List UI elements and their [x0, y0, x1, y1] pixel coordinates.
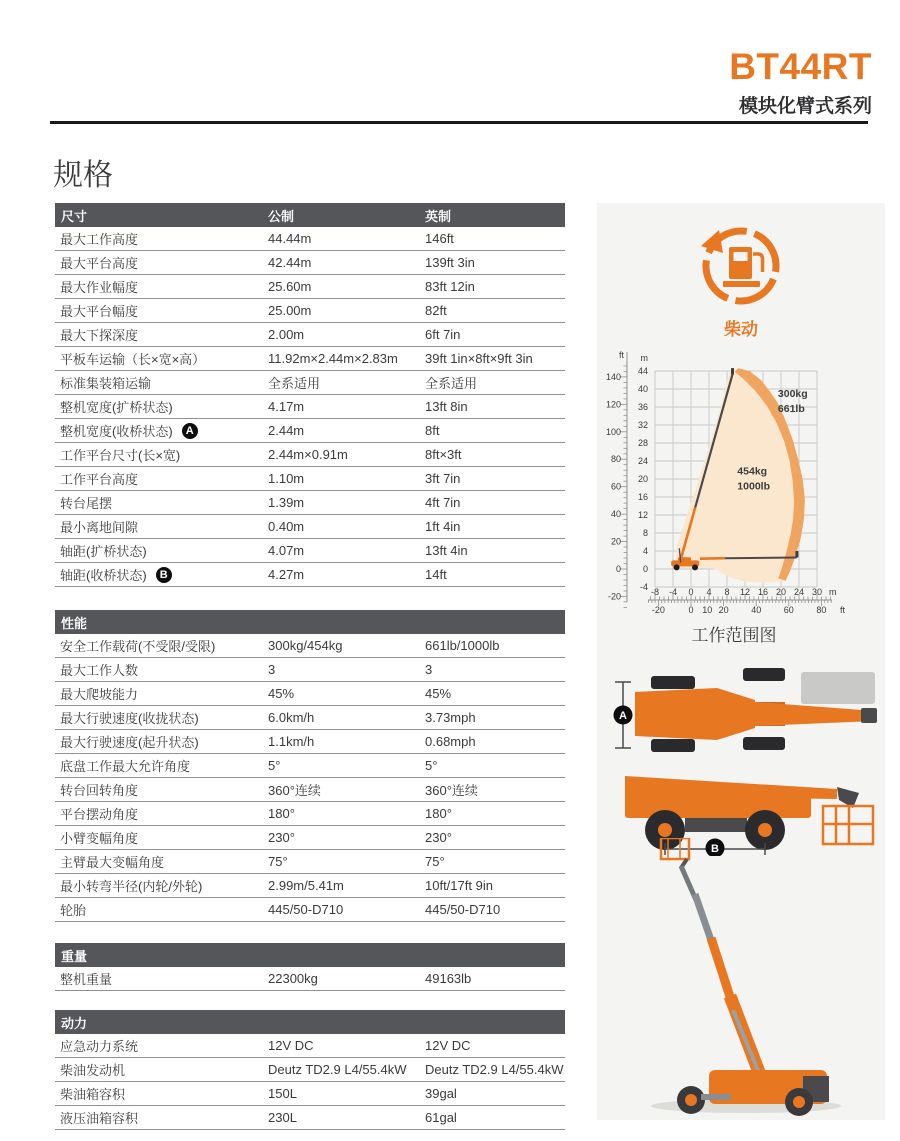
spec-table-weight: [55, 943, 565, 991]
boom-top-view: [755, 702, 875, 726]
table-title: 尺寸: [61, 208, 88, 224]
metric-value: 3: [268, 662, 276, 677]
svg-text:-8: -8: [650, 587, 660, 597]
metric-value: 11.92m×2.44m×2.83m: [268, 351, 398, 366]
table-row: [55, 1034, 565, 1058]
imperial-value: 12V DC: [425, 1038, 471, 1053]
svg-text:140: 140: [605, 371, 621, 382]
table-title: 动力: [61, 1015, 88, 1031]
diesel-power-label: 柴动: [724, 320, 758, 339]
model-title: BT44RT: [729, 46, 872, 87]
imperial-value: 360°连续: [425, 783, 478, 798]
row-label: 轴距(扩桥状态): [60, 544, 147, 559]
fuel-nozzle-icon: [753, 254, 763, 272]
table-row: [55, 539, 565, 563]
svg-text:16: 16: [637, 492, 648, 502]
svg-text:m: m: [640, 353, 648, 363]
table-row: [55, 443, 565, 467]
svg-text:20: 20: [610, 536, 621, 547]
metric-value: 2.99m/5.41m: [268, 878, 344, 893]
metric-value: 230°: [268, 830, 295, 845]
svg-text:300kg: 300kg: [777, 388, 808, 401]
row-label: 柴油发动机: [60, 1063, 126, 1078]
table-row: [55, 275, 565, 299]
imperial-value: 13ft 8in: [425, 399, 468, 414]
column-header-imperial: 英制: [425, 208, 452, 224]
table-row: [55, 634, 565, 658]
fuel-pump-body-icon: [729, 247, 752, 279]
svg-text:454kg: 454kg: [737, 465, 768, 478]
spec-table-performance: [55, 610, 565, 922]
imperial-value: 83ft 12in: [425, 279, 475, 294]
svg-text:8: 8: [724, 587, 730, 597]
table-row: [55, 874, 565, 898]
table-row: [55, 299, 565, 323]
row-label: 轮胎: [60, 903, 87, 918]
y-axis-ft: [606, 350, 627, 607]
metric-value: 45%: [268, 686, 295, 701]
metric-value: 44.44m: [268, 231, 312, 246]
metric-value: 0.40m: [268, 519, 305, 534]
metric-value: 全系适用: [268, 376, 321, 391]
svg-text:m: m: [829, 587, 837, 597]
basket: [661, 838, 689, 859]
table-row: [55, 730, 565, 754]
imperial-value: 3ft 7in: [425, 471, 461, 486]
svg-text:-4: -4: [639, 582, 648, 592]
table-row: [55, 826, 565, 850]
wheel-icon: [651, 676, 695, 689]
imperial-value: 13ft 4in: [425, 543, 468, 558]
row-label: 柴油箱容积: [60, 1087, 126, 1102]
table-row: [55, 395, 565, 419]
svg-text:661lb: 661lb: [777, 402, 805, 415]
svg-text:30: 30: [811, 587, 823, 597]
table-row: [55, 371, 565, 395]
metric-value: 2.44m: [268, 423, 305, 438]
marker-badge-a: A: [182, 423, 198, 439]
svg-text:20: 20: [718, 605, 729, 615]
svg-text:0: 0: [642, 564, 648, 574]
row-label: 最大工作人数: [60, 663, 139, 678]
imperial-value: 14ft: [425, 567, 447, 582]
table-header: [55, 610, 565, 634]
row-label: 最大作业幅度: [60, 280, 139, 295]
svg-text:40: 40: [637, 384, 648, 394]
svg-text:20: 20: [775, 587, 787, 597]
row-label: 最大行驶速度(起升状态): [60, 735, 199, 750]
imperial-value: 5°: [425, 758, 438, 773]
table-row: [55, 1082, 565, 1106]
row-label: 最大平台幅度: [60, 304, 139, 319]
table-row: [55, 251, 565, 275]
table-row: [55, 967, 565, 991]
spec-tables: [55, 203, 565, 1130]
wheel-icon: [743, 668, 785, 681]
boom-section: [711, 938, 733, 1006]
table-row: [55, 682, 565, 706]
column-header-metric: 公制: [268, 208, 295, 224]
table-row: [55, 850, 565, 874]
imperial-value: 1ft 4in: [425, 519, 461, 534]
boom-section: [695, 894, 713, 946]
table-row: [55, 1106, 565, 1130]
table-row: [55, 658, 565, 682]
row-label: 平板车运输（长×宽×高）: [60, 352, 206, 367]
metric-value: 1.1km/h: [268, 734, 315, 749]
series-subtitle: 模块化臂式系列: [738, 96, 872, 117]
svg-text:-20: -20: [607, 591, 621, 602]
table-row: [55, 1058, 565, 1082]
metric-value: 360°连续: [268, 783, 321, 798]
svg-text:-4: -4: [668, 587, 678, 597]
row-label: 最小转弯半径(内轮/外轮): [60, 879, 203, 894]
table-row: [55, 563, 565, 587]
imperial-value: 180°: [425, 806, 452, 821]
svg-text:80: 80: [610, 454, 621, 465]
metric-value: 4.07m: [268, 543, 305, 558]
table-row: [55, 323, 565, 347]
svg-text:4: 4: [706, 587, 712, 597]
imperial-value: 75°: [425, 854, 445, 869]
svg-text:0: 0: [688, 587, 694, 597]
row-label: 主臂最大变幅角度: [60, 855, 165, 870]
svg-text:16: 16: [757, 587, 769, 597]
row-label: 整机宽度(扩桥状态): [60, 400, 173, 415]
imperial-value: 3.73mph: [425, 710, 476, 725]
svg-text:1000lb: 1000lb: [737, 480, 771, 493]
imperial-value: 10ft/17ft 9in: [425, 878, 493, 893]
spec-table-dimensions: [55, 203, 565, 587]
svg-text:32: 32: [637, 420, 648, 430]
table-row: [55, 347, 565, 371]
metric-value: 445/50-D710: [268, 902, 344, 917]
table-row: [55, 467, 565, 491]
svg-text:12: 12: [637, 510, 648, 520]
svg-text:60: 60: [610, 481, 621, 492]
svg-text:60: 60: [783, 605, 794, 615]
metric-value: 300kg/454kg: [268, 638, 343, 653]
row-label: 整机宽度(收桥状态) A: [55, 421, 268, 440]
row-label: 最大平台高度: [60, 256, 139, 271]
machine-top-view-illustration: [605, 658, 877, 758]
table-row: [55, 491, 565, 515]
imperial-value: 445/50-D710: [425, 902, 501, 917]
machine-photo-extended: [611, 838, 871, 1120]
imperial-value: 49163lb: [425, 971, 472, 986]
metric-value: 180°: [268, 806, 295, 821]
imperial-value: 39gal: [425, 1086, 457, 1101]
metric-value: 150L: [268, 1086, 297, 1101]
row-label: 最大行驶速度(收拢状态): [60, 711, 199, 726]
platform-top-view: [801, 672, 875, 704]
table-header: [55, 203, 565, 227]
chassis-top-view: [635, 688, 755, 740]
imperial-value: 全系适用: [425, 376, 478, 391]
marker-badge-b: B: [156, 567, 172, 583]
table-row: [55, 802, 565, 826]
row-label: 最小离地间隙: [60, 520, 139, 535]
imperial-value: 45%: [425, 686, 452, 701]
svg-text:100: 100: [605, 426, 621, 437]
row-label: 底盘工作最大允许角度: [60, 759, 191, 774]
metric-value: Deutz TD2.9 L4/55.4kW: [268, 1062, 407, 1077]
imperial-value: 0.68mph: [425, 734, 476, 749]
page-title: 规格: [53, 159, 113, 192]
svg-text:ft: ft: [840, 605, 846, 615]
svg-text:-20: -20: [651, 605, 665, 615]
row-label: 轴距(收桥状态) B: [55, 565, 268, 584]
svg-text:40: 40: [751, 605, 762, 615]
row-label: 转台回转角度: [60, 783, 139, 798]
imperial-value: 146ft: [425, 231, 454, 246]
row-label: 转台尾摆: [60, 496, 113, 511]
metric-value: 75°: [268, 854, 288, 869]
imperial-value: 6ft 7in: [425, 327, 461, 342]
table-row: [55, 227, 565, 251]
imperial-value: 4ft 7in: [425, 495, 461, 510]
metric-value: 2.44m×0.91m: [268, 447, 348, 462]
metric-value: 12V DC: [268, 1038, 314, 1053]
metric-value: 42.44m: [268, 255, 312, 270]
working-range-chart: [600, 342, 885, 620]
svg-text:10: 10: [702, 605, 713, 615]
side-panel: [597, 203, 885, 1120]
metric-value: 1.39m: [268, 495, 305, 510]
row-label: 最大工作高度: [60, 232, 139, 247]
row-label: 最大爬坡能力: [60, 687, 139, 702]
svg-text:120: 120: [605, 399, 621, 410]
row-label: 工作平台尺寸(长×宽): [60, 448, 181, 463]
svg-text:80: 80: [816, 605, 827, 615]
imperial-value: 8ft: [425, 423, 440, 438]
row-label: 标准集装箱运输: [60, 376, 152, 391]
row-label: 小臂变幅角度: [60, 831, 139, 846]
table-row: [55, 898, 565, 922]
metric-value: 230L: [268, 1110, 297, 1125]
table-row: [55, 754, 565, 778]
row-label: 平台摆动角度: [60, 807, 139, 822]
row-label: 最大下探深度: [60, 328, 139, 343]
svg-text:40: 40: [610, 509, 621, 520]
marker-b-label: B: [711, 843, 719, 855]
metric-value: 25.60m: [268, 279, 312, 294]
imperial-value: Deutz TD2.9 L4/55.4kW: [425, 1062, 564, 1077]
table-row: [55, 419, 565, 443]
metric-value: 1.10m: [268, 471, 305, 486]
metric-value: 5°: [268, 758, 281, 773]
svg-text:0: 0: [615, 564, 621, 574]
svg-text:4: 4: [642, 546, 648, 556]
svg-text:12: 12: [739, 587, 751, 597]
x-axis-m: [651, 587, 837, 597]
row-label: 液压油箱容积: [60, 1111, 139, 1126]
imperial-value: 139ft 3in: [425, 255, 475, 270]
svg-text:24: 24: [637, 456, 648, 466]
imperial-value: 661lb/1000lb: [425, 638, 500, 653]
metric-value: 4.27m: [268, 567, 305, 582]
svg-text:0: 0: [688, 605, 694, 615]
y-axis-m: [638, 353, 648, 592]
metric-value: 2.00m: [268, 327, 305, 342]
imperial-value: 61gal: [425, 1110, 457, 1125]
metric-value: 6.0km/h: [268, 710, 315, 725]
imperial-value: 3: [425, 662, 433, 677]
table-title: 重量: [61, 948, 88, 964]
table-header: [55, 943, 565, 967]
table-row: [55, 778, 565, 802]
imperial-value: 39ft 1in×8ft×9ft 3in: [425, 351, 533, 366]
spec-table-power: [55, 1010, 565, 1130]
row-label: 安全工作载荷(不受限/受限): [60, 639, 216, 654]
table-title: 性能: [61, 615, 88, 631]
marker-a-label: A: [619, 710, 627, 722]
imperial-value: 230°: [425, 830, 452, 845]
metric-value: 25.00m: [268, 303, 312, 318]
metric-value: 4.17m: [268, 399, 305, 414]
diesel-power-icon: [698, 223, 784, 309]
x-axis-ft: [652, 605, 846, 615]
table-header: [55, 1010, 565, 1034]
metric-value: 22300kg: [268, 971, 318, 986]
row-label: 工作平台高度: [60, 472, 139, 487]
chart-caption: 工作范围图: [691, 626, 777, 645]
svg-text:20: 20: [637, 474, 648, 484]
imperial-value: 82ft: [425, 303, 447, 318]
svg-text:44: 44: [637, 366, 648, 376]
svg-text:28: 28: [637, 438, 648, 448]
row-label: 整机重量: [60, 972, 113, 987]
svg-text:36: 36: [637, 402, 648, 412]
header-divider: [50, 121, 868, 124]
svg-text:ft: ft: [618, 350, 624, 360]
svg-text:8: 8: [642, 528, 648, 538]
row-label: 应急动力系统: [60, 1039, 139, 1054]
table-row: [55, 706, 565, 730]
table-row: [55, 515, 565, 539]
svg-text:24: 24: [793, 587, 805, 597]
imperial-value: 8ft×3ft: [425, 447, 462, 462]
